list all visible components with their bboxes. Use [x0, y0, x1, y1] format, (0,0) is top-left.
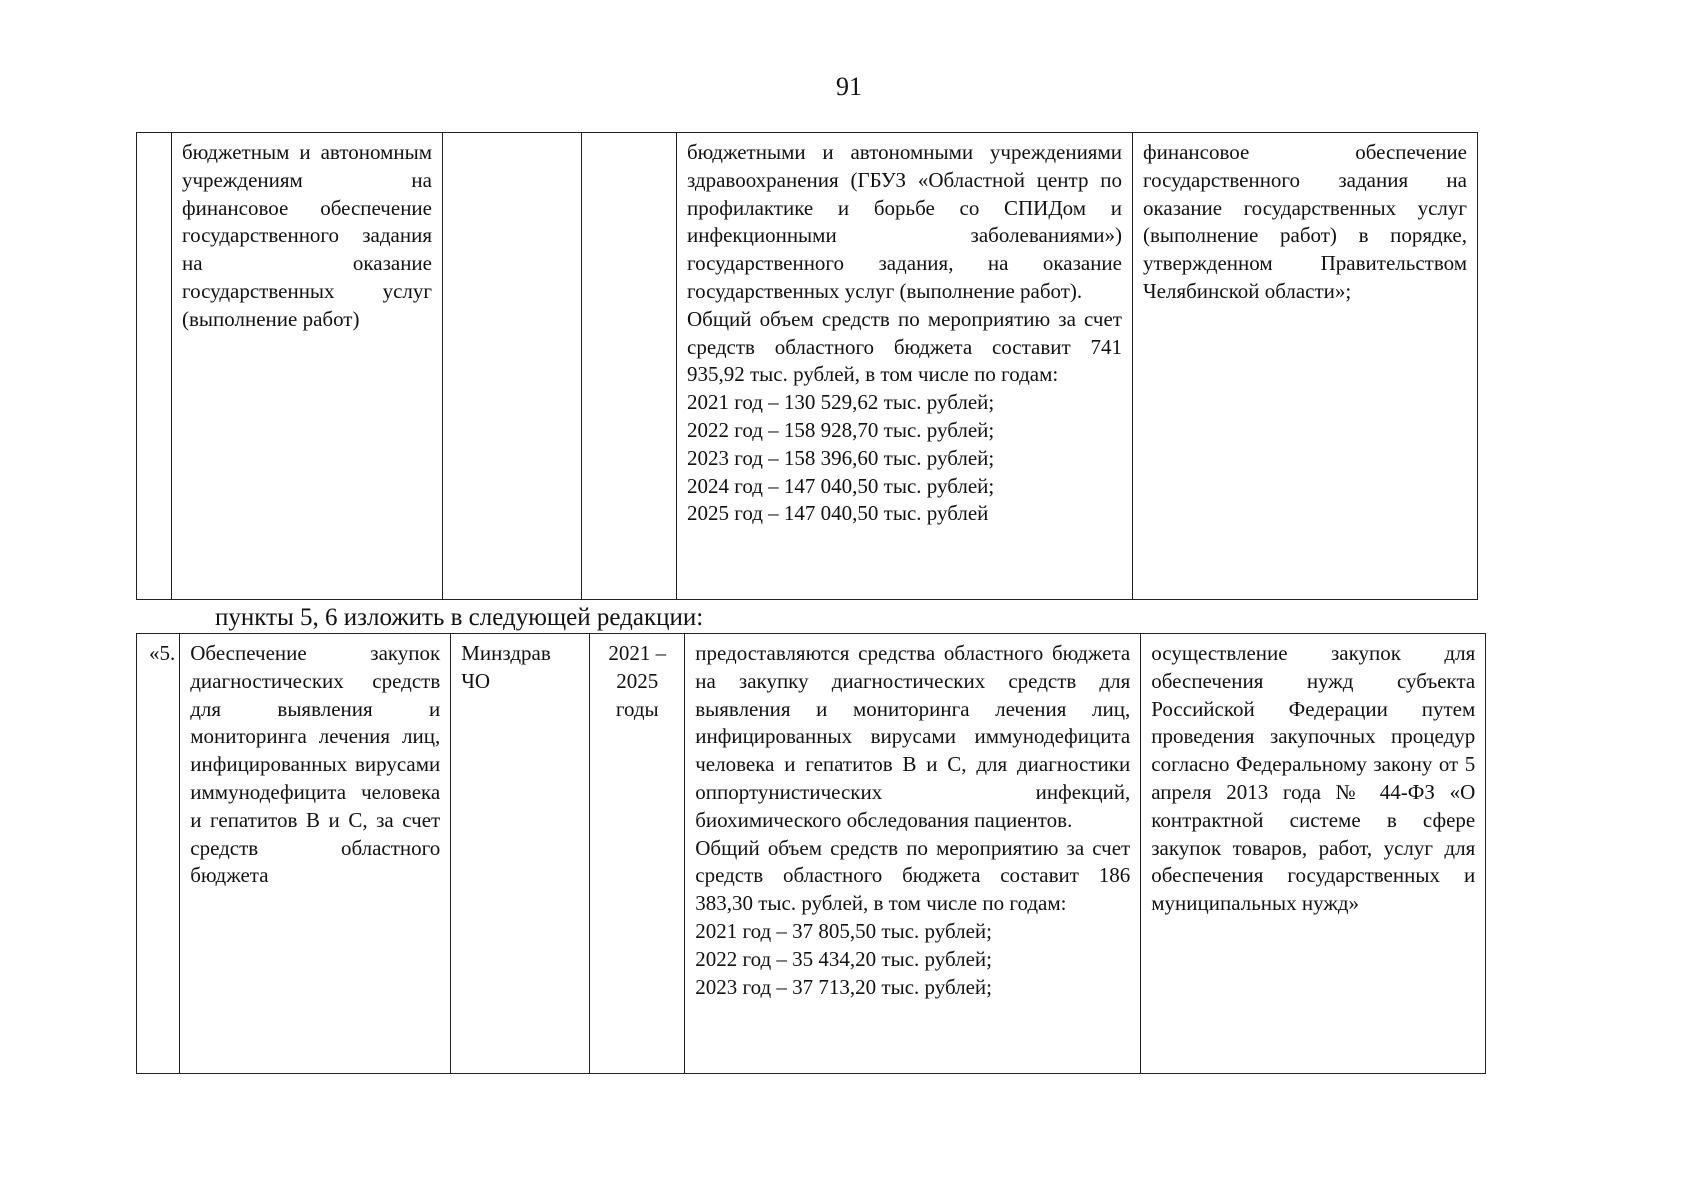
- year-amount: 2023 год – 37 713,20 тыс. рублей;: [695, 974, 993, 999]
- amendment-instruction: пункты 5, 6 изложить в следующей редакции:: [215, 604, 704, 631]
- year-amount: 2021 год – 130 529,62 тыс. рублей;: [687, 390, 995, 415]
- measure-name-cell: бюджетным и автономным учреждениям на финансовое обеспечение государственного задания на оказание государственных услуг (выполнение работ): [172, 133, 443, 600]
- description-text: предоставляются средства областного бюджета на закупку диагностических средств для выявления и мониторинга лечения лиц, инфицированных вирусами иммунодефицита человека и гепатитов В и С, для диагностики оппортунистических инфекций, биохимического обследования пациентов.: [695, 641, 1131, 832]
- page-number: 91: [836, 72, 862, 101]
- table-row: [137, 634, 1486, 1074]
- description-cell: [677, 133, 1133, 600]
- procedure-cell: финансовое обеспечение государственного задания на оказание государственных услуг (выполнение работ) в порядке, утвержденном Правительством Челябинской области»;: [1133, 133, 1478, 600]
- table-row: [137, 133, 1478, 600]
- period-cell: [582, 133, 677, 600]
- year-amount: 2025 год – 147 040,50 тыс. рублей: [687, 501, 989, 526]
- description-cell: [685, 634, 1141, 1074]
- year-amount: 2022 год – 35 434,20 тыс. рублей;: [695, 946, 993, 971]
- row-number-cell: [137, 133, 172, 600]
- year-amount: 2022 год – 158 928,70 тыс. рублей;: [687, 417, 995, 442]
- executor-cell: Минздрав ЧО: [451, 634, 590, 1074]
- executor-cell: [443, 133, 582, 600]
- funding-total-text: Общий объем средств по мероприятию за счет средств областного бюджета составит 186 383,30 тыс. рублей, в том числе по годам:: [695, 835, 1131, 916]
- funding-total-text: Общий объем средств по мероприятию за счет средств областного бюджета составит 741 935,92 тыс. рублей, в том числе по годам:: [687, 306, 1122, 387]
- year-amount: 2021 год – 37 805,50 тыс. рублей;: [695, 918, 993, 943]
- year-amount: 2024 год – 147 040,50 тыс. рублей;: [687, 473, 995, 498]
- measures-table-new: [136, 633, 1486, 1074]
- year-amount: 2023 год – 158 396,60 тыс. рублей;: [687, 445, 995, 470]
- period-cell: 2021 – 2025 годы: [590, 634, 685, 1074]
- measure-name-cell: Обеспечение закупок диагностических средств для выявления и мониторинга лечения лиц, инфицированных вирусами иммунодефицита человека и гепатитов В и С, за счет средств областного бюджета: [180, 634, 451, 1074]
- description-text: бюджетными и автономными учреждениями здравоохранения (ГБУЗ «Областной центр по профилактике и борьбе со СПИДом и инфекционными заболеваниями») государственного задания, на оказание государственных услуг (выполнение работ).: [687, 140, 1122, 303]
- procedure-cell: осуществление закупок для обеспечения нужд субъекта Российской Федерации путем проведения закупочных процедур согласно Федеральному закону от 5 апреля 2013 года № 44-ФЗ «О контрактной системе в сфере закупок товаров, работ, услуг для обеспечения государственных и муниципальных нужд»: [1141, 634, 1486, 1074]
- measures-table-continued: [136, 132, 1478, 600]
- row-number-cell: «5.: [137, 634, 180, 1074]
